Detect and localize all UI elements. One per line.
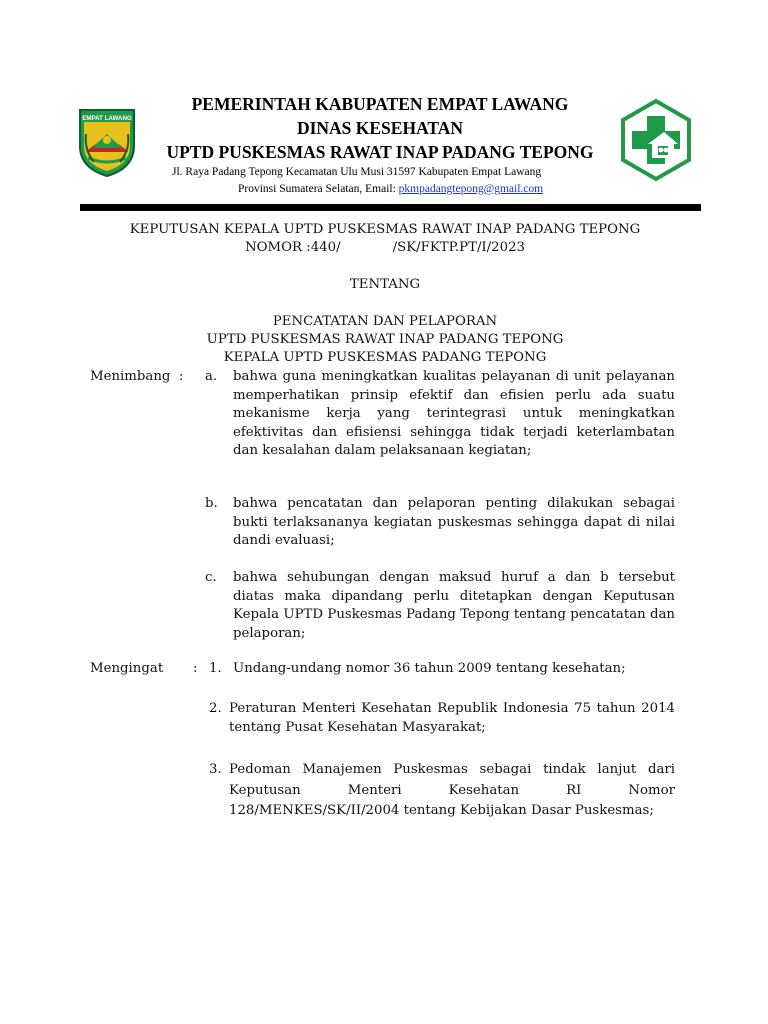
letterhead-divider [80,204,701,211]
menimbang-item-c [205,569,675,643]
item-text: bahwa pencatatan dan pelaporan penting dilakukan sebagai bukti terlaksananya kegiatan puskesmas sehingga dapat di nilai dandi evaluasi; [233,496,675,549]
item-text: Pedoman Manajemen Puskesmas sebagai tindak lanjut dari Keputusan Menteri Kesehatan RI Nomor 128/MENKES/SK/II/2004 tentang Kebijakan Dasar Puskesmas; [229,762,675,818]
letterhead-province: Provinsi Sumatera Selatan, Email: [238,183,399,195]
decree-number-prefix: NOMOR :440/ [244,240,341,255]
item-text: Undang-undang nomor 36 tahun 2009 tentang kesehatan; [233,661,626,676]
emblem-label: EMPAT LAWANG [82,115,132,122]
menimbang-colon: : [179,369,184,384]
item-text: Peraturan Menteri Kesehatan Republik Indonesia 75 tahun 2014 tentang Pusat Kesehatan Masyarakat; [229,701,675,735]
mengingat-colon: : [193,661,198,676]
letterhead-government: PEMERINTAH KABUPATEN EMPAT LAWANG [191,94,569,114]
item-marker: 1. [209,661,222,676]
item-marker: c. [205,570,217,585]
letterhead-institution: UPTD PUSKESMAS RAWAT INAP PADANG TEPONG [166,142,594,162]
mengingat-item-2 [205,700,675,737]
item-marker: b. [205,496,218,511]
regency-emblem-icon [74,104,140,178]
email-link[interactable]: pkmpadangtepong@gmail.com [398,183,544,195]
item-marker: 3. [209,762,222,777]
decree-subject-2: UPTD PUSKESMAS RAWAT INAP PADANG TEPONG [206,332,564,347]
decree-tentang: TENTANG [349,277,421,292]
menimbang-label: Menimbang [90,369,171,384]
menimbang-item-b [205,495,675,551]
letterhead-contact [238,183,543,195]
decree-title: KEPUTUSAN KEPALA UPTD PUSKESMAS RAWAT INAP PADANG TEPONG [129,222,641,237]
item-text: bahwa sehubungan dengan maksud huruf a dan b tersebut diatas maka dipandang perlu ditetapkan dengan Keputusan Kepala UPTD Puskesmas Padang Tepong tentang pencatatan dan pelaporan; [233,570,675,641]
mengingat-label: Mengingat [90,661,164,676]
menimbang-item-a [205,368,675,461]
item-marker: 2. [209,701,222,716]
decree-subject-3: KEPALA UPTD PUSKESMAS PADANG TEPONG [223,350,547,365]
decree-number-suffix: /SK/FKTP.PT/I/2023 [392,240,526,255]
item-text: bahwa guna meningkatkan kualitas pelayanan di unit pelayanan memperhatikan prinsip efektif dan efisien perlu ada suatu mekanisme kerja yang terintegrasi untuk meningkatkan efektivitas dan efisiensi sehingga tidak terjadi keterlambatan dan kesalahan dalam pelaksanaan kegiatan; [233,369,675,459]
letterhead-department: DINAS KESEHATAN [296,118,464,138]
puskesmas-logo-icon [620,98,692,182]
decree-number [80,240,690,255]
mengingat-item-3 [205,760,675,822]
item-marker: a. [205,369,218,384]
decree-subject-1: PENCATATAN DAN PELAPORAN [272,314,498,329]
letterhead-address: Jl. Raya Padang Tepong Kecamatan Ulu Musi 31597 Kabupaten Empat Lawang [172,166,542,178]
mengingat-item-1 [205,660,675,679]
